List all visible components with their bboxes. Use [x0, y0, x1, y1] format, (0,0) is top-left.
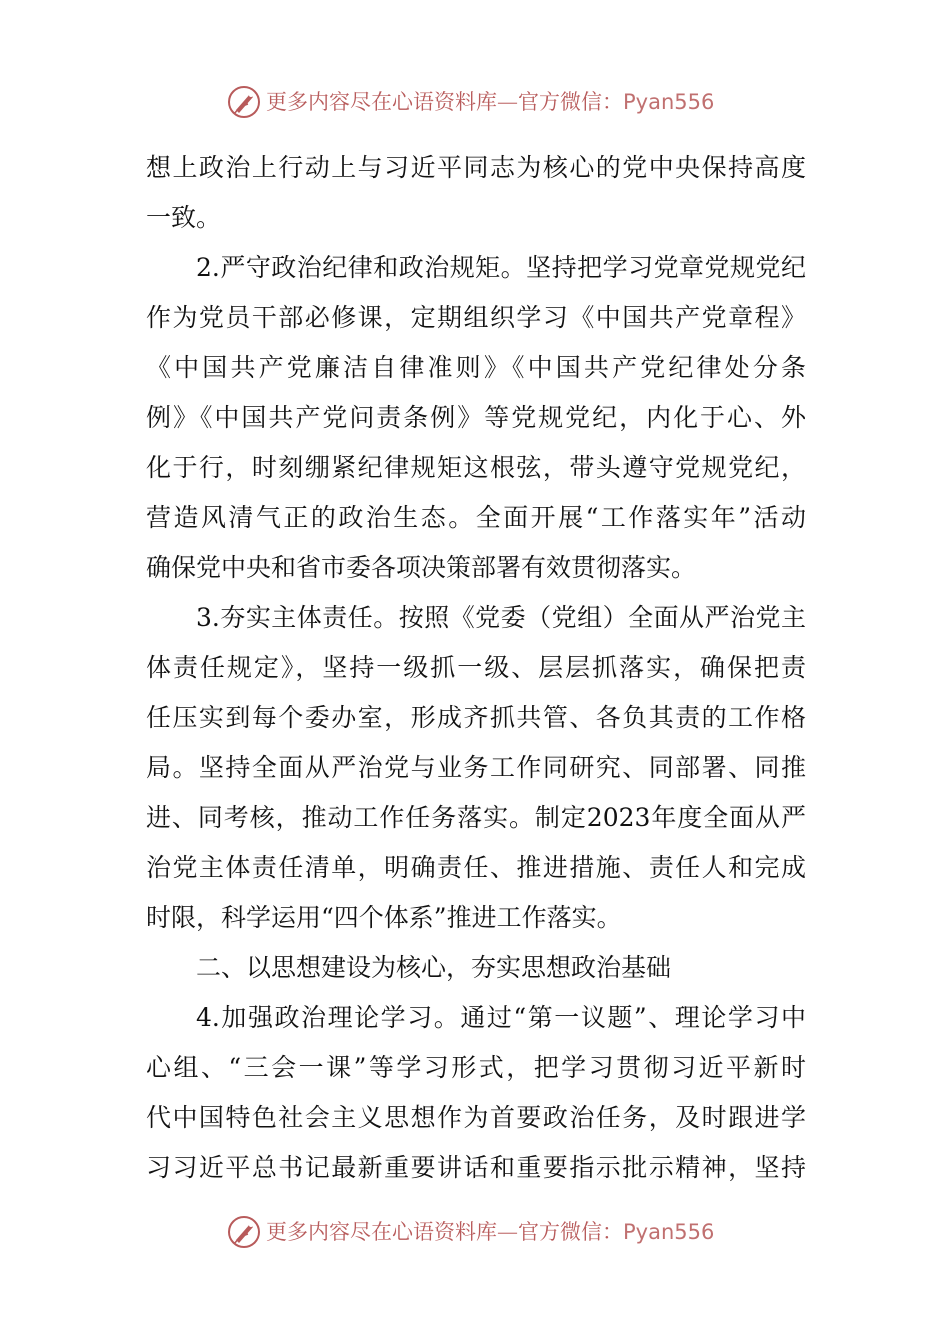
section-heading: 二、以思想建设为核心，夯实思想政治基础 — [196, 953, 672, 982]
watermark-wechat-id: Pyan556 — [623, 90, 715, 114]
text-line: 一致。 — [146, 203, 222, 232]
watermark-wechat-label: 官方微信： — [518, 1220, 623, 1244]
text-line: 任压实到每个委办室，形成齐抓共管、各负其责的工作格 — [146, 703, 806, 732]
text-line: 局。坚持全面从严治党与业务工作同研究、同部署、同推 — [146, 753, 806, 782]
watermark-main-text: 更多内容尽在心语资料库 — [266, 1220, 497, 1244]
paragraph-2-start: 2.严守政治纪律和政治规矩。坚持把学习党章党规党纪 — [196, 253, 806, 282]
watermark-wechat-label: 官方微信： — [518, 90, 623, 114]
header-watermark-banner — [0, 82, 950, 122]
footer-watermark-banner — [0, 1212, 950, 1252]
text-line: 营造风清气正的政治生态。全面开展“工作落实年”活动 — [146, 503, 806, 532]
pen-nib-logo-icon — [226, 84, 262, 120]
text-line: 作为党员干部必修课，定期组织学习《中国共产党章程》 — [146, 303, 806, 332]
text-line: 化于行，时刻绷紧纪律规矩这根弦，带头遵守党规党纪， — [146, 453, 806, 482]
watermark-text — [266, 88, 714, 116]
text-line: 进、同考核，推动工作任务落实。制定2023年度全面从严 — [146, 803, 806, 832]
text-line: 《中国共产党廉洁自律准则》《中国共产党纪律处分条 — [146, 353, 806, 382]
text-line: 心组、“三会一课”等学习形式，把学习贯彻习近平新时 — [146, 1053, 806, 1082]
watermark-wechat-id: Pyan556 — [623, 1220, 715, 1244]
text-line: 体责任规定》，坚持一级抓一级、层层抓落实，确保把责 — [146, 653, 806, 682]
watermark-text — [266, 1218, 714, 1246]
text-line: 时限，科学运用“四个体系”推进工作落实。 — [146, 903, 622, 932]
paragraph-4-start: 4.加强政治理论学习。通过“第一议题”、理论学习中 — [196, 1003, 806, 1032]
document-body — [146, 143, 806, 1193]
text-line: 想上政治上行动上与习近平同志为核心的党中央保持高度 — [146, 153, 806, 182]
text-line: 代中国特色社会主义思想作为首要政治任务，及时跟进学 — [146, 1103, 806, 1132]
watermark-separator: — — [497, 1220, 518, 1244]
text-line: 例》《中国共产党问责条例》等党规党纪，内化于心、外 — [146, 403, 806, 432]
text-line: 习习近平总书记最新重要讲话和重要指示批示精神，坚持 — [146, 1153, 806, 1182]
watermark-separator: — — [497, 90, 518, 114]
pen-nib-logo-icon — [226, 1214, 262, 1250]
text-line: 治党主体责任清单，明确责任、推进措施、责任人和完成 — [146, 853, 806, 882]
text-line: 确保党中央和省市委各项决策部署有效贯彻落实。 — [146, 553, 697, 582]
paragraph-3-start: 3.夯实主体责任。按照《党委（党组）全面从严治党主 — [196, 603, 806, 632]
watermark-main-text: 更多内容尽在心语资料库 — [266, 90, 497, 114]
